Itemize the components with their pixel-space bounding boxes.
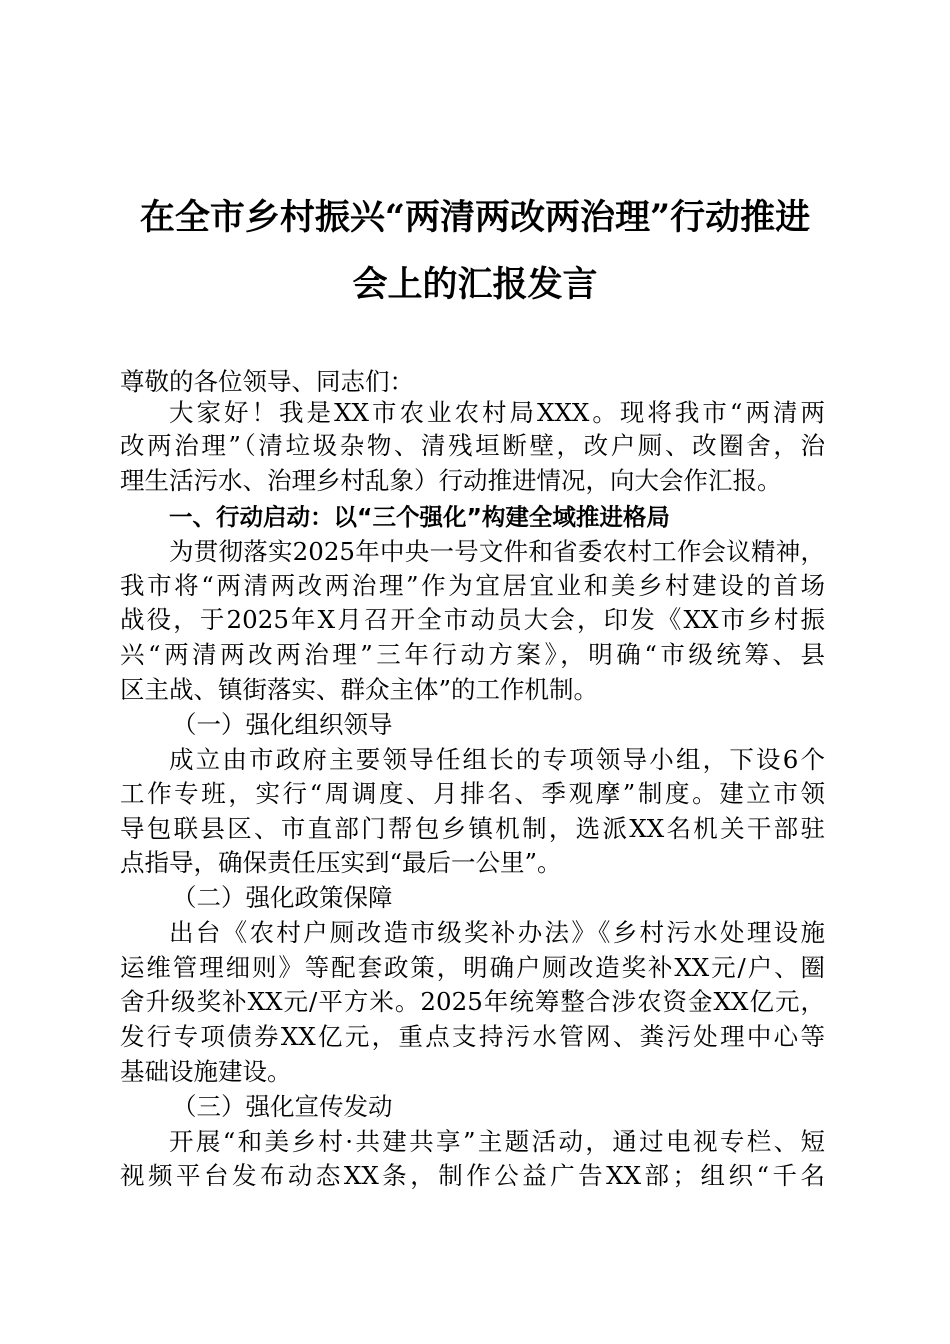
intro-line: 理生活污水、治理乡村乱象）行动推进情况，向大会作汇报。 (120, 466, 782, 495)
sub-1-heading: （一）强化组织领导 (172, 710, 393, 739)
sub-1-line: 点指导，确保责任压实到“最后一公里”。 (120, 848, 562, 877)
document-title-line-1: 在全市乡村振兴“两清两改两治理”行动推进 (139, 197, 811, 238)
sub-3-heading: （三）强化宣传发动 (172, 1092, 393, 1121)
salutation: 尊敬的各位领导、同志们： (120, 367, 414, 396)
sub-1-line: 导包联县区、市直部门帮包乡镇机制，选派XX名机关干部驻 (120, 814, 825, 843)
section-1-line: 我市将“两清两改两治理”作为宜居宜业和美乡村建设的首场 (120, 571, 825, 600)
sub-3-line: 开展“和美乡村·共建共享”主题活动，通过电视专栏、短 (169, 1127, 825, 1156)
section-1-heading: 一、行动启动：以“三个强化”构建全域推进格局 (169, 503, 670, 531)
sub-2-line: 基础设施建设。 (120, 1057, 292, 1086)
sub-1-line: 成立由市政府主要领导任组长的专项领导小组，下设6个 (169, 745, 825, 774)
sub-2-line: 出台《农村户厕改造市级奖补办法》《乡村污水处理设施 (169, 918, 825, 947)
section-1-line: 战役，于2025年X月召开全市动员大会，印发《XX市乡村振 (120, 605, 825, 634)
sub-2-heading: （二）强化政策保障 (172, 883, 393, 912)
sub-2-line: 发行专项债券XX亿元，重点支持污水管网、粪污处理中心等 (120, 1022, 825, 1051)
sub-1-line: 工作专班，实行“周调度、月排名、季观摩”制度。建立市领 (120, 779, 825, 808)
intro-line: 大家好！我是XX市农业农村局XXX。现将我市“两清两 (169, 398, 825, 427)
sub-3-line: 视频平台发布动态XX条，制作公益广告XX部；组织“千名 (120, 1161, 825, 1190)
sub-2-line: 运维管理细则》等配套政策，明确户厕改造奖补XX元/户、圈 (120, 953, 825, 982)
section-1-line: 为贯彻落实2025年中央一号文件和省委农村工作会议精神， (169, 537, 825, 566)
sub-2-line: 舍升级奖补XX元/平方米。2025年统筹整合涉农资金XX亿元， (120, 987, 825, 1016)
document-title-line-2: 会上的汇报发言 (352, 264, 598, 305)
section-1-line: 兴“两清两改两治理”三年行动方案》，明确“市级统筹、县 (120, 640, 825, 669)
section-1-line: 区主战、镇街落实、群众主体”的工作机制。 (120, 675, 599, 704)
intro-line: 改两治理”（清垃圾杂物、清残垣断壁，改户厕、改圈舍，治 (120, 431, 825, 460)
